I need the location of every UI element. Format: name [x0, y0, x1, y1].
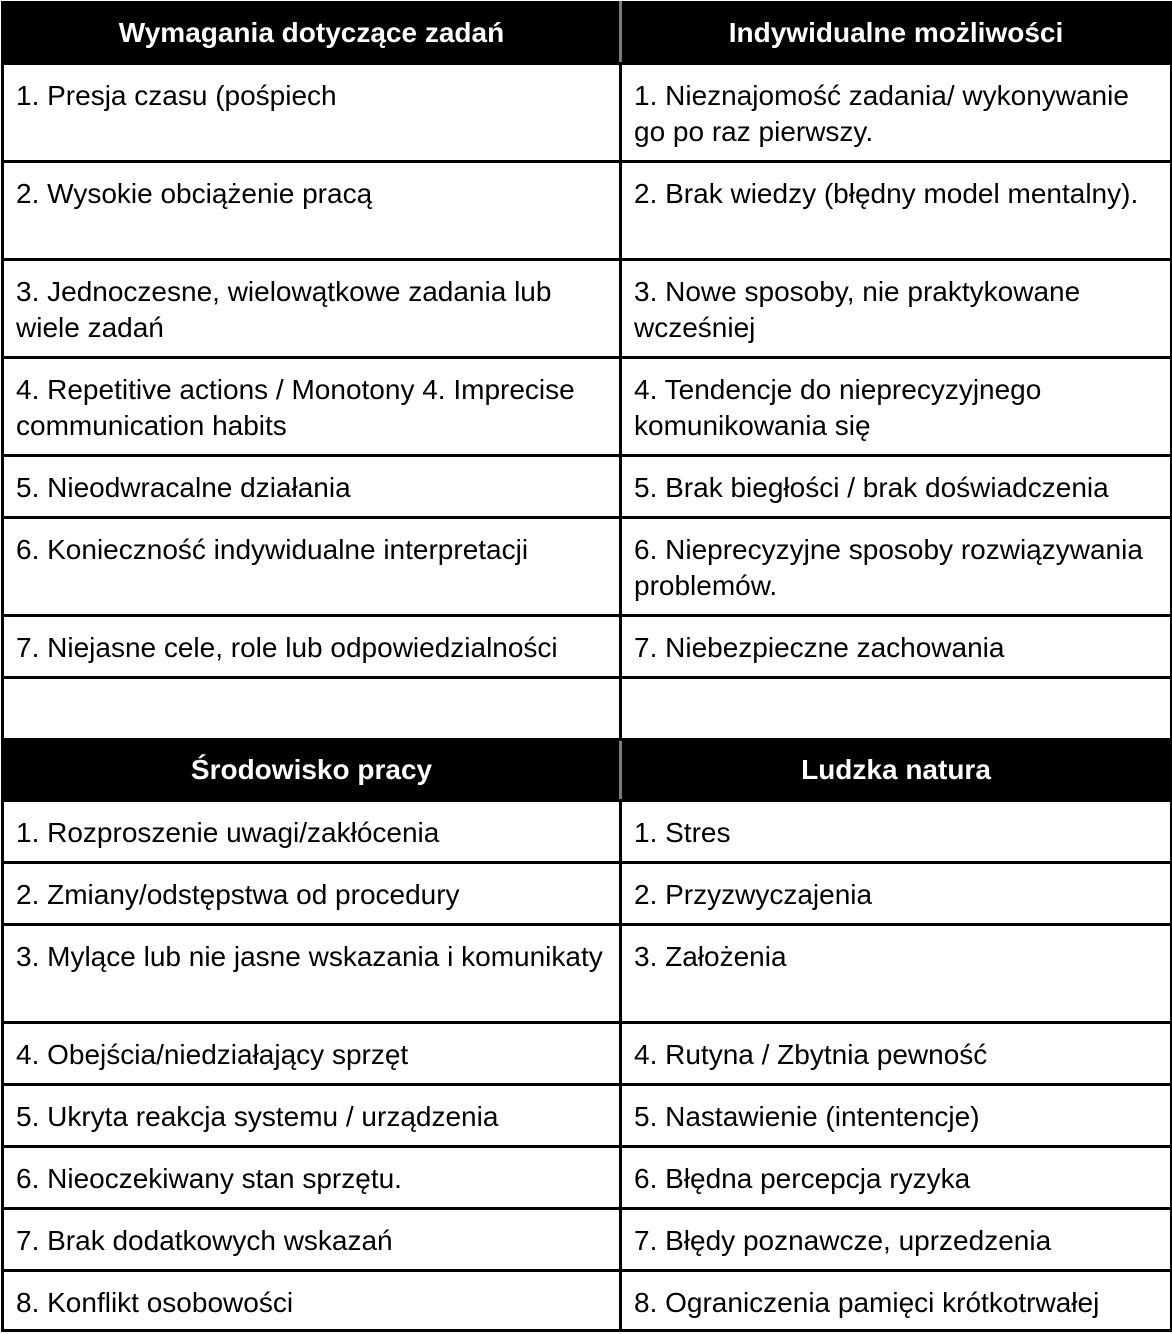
table-cell: 7. Błędy poznawcze, uprzedzenia [621, 1209, 1172, 1271]
table-cell: 7. Niejasne cele, role lub odpowiedzialności [3, 616, 621, 678]
table-cell: 1. Nieznajomość zadania/ wykonywanie go po raz pierwszy. [621, 64, 1172, 162]
table-cell: 6. Nieoczekiwany stan sprzętu. [3, 1147, 621, 1209]
table-row [3, 64, 1172, 162]
table-row [3, 260, 1172, 358]
table-cell: 4. Repetitive actions / Monotony 4. Imprecise communication habits [3, 358, 621, 456]
table-cell: 2. Przyzwyczajenia [621, 863, 1172, 925]
table-cell: 5. Brak biegłości / brak doświadczenia [621, 456, 1172, 518]
table-cell: 5. Nastawienie (intentencje) [621, 1085, 1172, 1147]
table-row [3, 1147, 1172, 1209]
empty-cell [621, 678, 1172, 740]
table-cell: 7. Brak dodatkowych wskazań [3, 1209, 621, 1271]
table-row [3, 801, 1172, 863]
table-cell: 3. Założenia [621, 925, 1172, 1023]
table-row [3, 1209, 1172, 1271]
table-row [3, 1023, 1172, 1085]
section-header-row [3, 740, 1172, 801]
table-cell: 2. Zmiany/odstępstwa od procedury [3, 863, 621, 925]
table-cell: 1. Rozproszenie uwagi/zakłócenia [3, 801, 621, 863]
table-cell: 6. Błędna percepcja ryzyka [621, 1147, 1172, 1209]
table-cell: 8. Konflikt osobowości [3, 1271, 621, 1331]
table-cell: 3. Mylące lub nie jasne wskazania i komunikaty [3, 925, 621, 1023]
header-human-nature: Ludzka natura [621, 740, 1172, 801]
table-cell: 4. Rutyna / Zbytnia pewność [621, 1023, 1172, 1085]
header-individual-capabilities: Indywidualne możliwości [621, 3, 1172, 64]
header-work-environment: Środowisko pracy [3, 740, 621, 801]
table-row [3, 863, 1172, 925]
section-header-row [3, 3, 1172, 64]
table-cell: 2. Wysokie obciążenie pracą [3, 162, 621, 260]
table-cell: 1. Stres [621, 801, 1172, 863]
table-row [3, 456, 1172, 518]
table-row [3, 1085, 1172, 1147]
table-cell: 8. Ograniczenia pamięci krótkotrwałej [621, 1271, 1172, 1331]
empty-cell [3, 678, 621, 740]
table-cell: 7. Niebezpieczne zachowania [621, 616, 1172, 678]
table-row [3, 162, 1172, 260]
table-cell: 3. Jednoczesne, wielowątkowe zadania lub wiele zadań [3, 260, 621, 358]
table-cell: 5. Ukryta reakcja systemu / urządzenia [3, 1085, 621, 1147]
table-cell: 4. Obejścia/niedziałający sprzęt [3, 1023, 621, 1085]
table-cell: 6. Nieprecyzyjne sposoby rozwiązywania problemów. [621, 518, 1172, 616]
table-cell: 5. Nieodwracalne działania [3, 456, 621, 518]
header-task-demands: Wymagania dotyczące zadań [3, 3, 621, 64]
table-cell: 1. Presja czasu (pośpiech [3, 64, 621, 162]
table-row [3, 358, 1172, 456]
table-row [3, 616, 1172, 678]
table-row [3, 925, 1172, 1023]
table-cell: 2. Brak wiedzy (błędny model mentalny). [621, 162, 1172, 260]
table-cell: 6. Konieczność indywidualne interpretacji [3, 518, 621, 616]
table-cell: 4. Tendencje do nieprecyzyjnego komunikowania się [621, 358, 1172, 456]
error-precursors-table [1, 1, 1172, 1332]
table-row [3, 1271, 1172, 1331]
table-row [3, 518, 1172, 616]
table-cell: 3. Nowe sposoby, nie praktykowane wcześniej [621, 260, 1172, 358]
empty-spacer-row [3, 678, 1172, 740]
